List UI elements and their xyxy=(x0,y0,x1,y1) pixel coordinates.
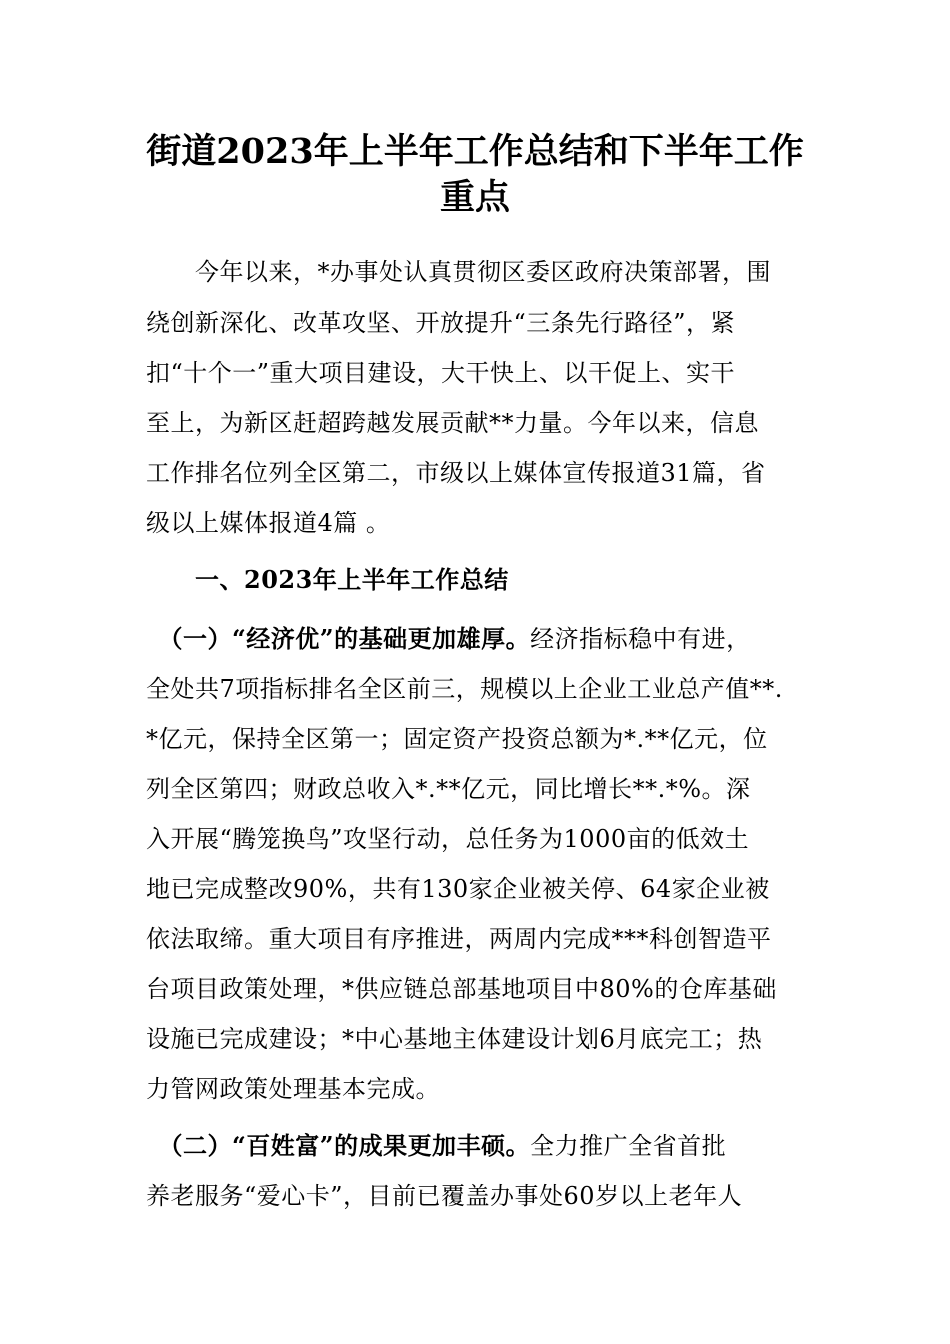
subsection-1-line: 入开展“腾笼换鸟”攻坚行动，总任务为1000亩的低效土 xyxy=(146,825,750,853)
subsection-2-text: 全力推广全省首批 xyxy=(530,1132,727,1160)
intro-paragraph-line: 今年以来，*办事处认真贯彻区委区政府决策部署，围 xyxy=(146,258,771,286)
subsection-1-text: 经济指标稳中有进， xyxy=(530,625,751,653)
intro-paragraph-line: 绕创新深化、改革攻坚、开放提升“三条先行路径”，紧 xyxy=(146,309,736,337)
document-title-line-1: 街道2023年上半年工作总结和下半年工作 xyxy=(146,131,804,172)
document-title-line-2: 重点 xyxy=(439,177,510,218)
subsection-2-heading: （二）“百姓富”的成果更加丰硕。 xyxy=(146,1131,531,1160)
subsection-1-line: 台项目政策处理，*供应链总部基地项目中80%的仓库基础 xyxy=(146,975,777,1003)
subsection-1-line: 力管网政策处理基本完成。 xyxy=(146,1075,440,1103)
subsection-1-heading: （一）“经济优”的基础更加雄厚。 xyxy=(146,624,531,653)
subsection-1-line: 地已完成整改90%，共有130家企业被关停、64家企业被 xyxy=(146,875,770,903)
section-heading-1: 一、2023年上半年工作总结 xyxy=(146,565,509,594)
subsection-1-line: 设施已完成建设；*中心基地主体建设计划6月底完工；热 xyxy=(146,1025,763,1053)
subsection-1-line: 依法取缔。重大项目有序推进，两周内完成***科创智造平 xyxy=(146,925,772,953)
subsection-2-first-line xyxy=(146,1131,726,1161)
subsection-2-line: 养老服务“爱心卡”，目前已覆盖办事处60岁以上老年人 xyxy=(146,1182,743,1210)
subsection-1-line: *亿元，保持全区第一；固定资产投资总额为*.**亿元，位 xyxy=(146,725,768,753)
intro-paragraph-line: 工作排名位列全区第二，市级以上媒体宣传报道31篇，省 xyxy=(146,459,766,487)
subsection-1-line: 列全区第四；财政总收入*.**亿元，同比增长**.*%。深 xyxy=(146,775,751,803)
intro-paragraph-line: 级以上媒体报道4篇 。 xyxy=(146,509,391,537)
intro-paragraph-line: 扣“十个一”重大项目建设，大干快上、以干促上、实干 xyxy=(146,359,736,387)
subsection-1-line: 全处共7项指标排名全区前三，规模以上企业工业总产值**. xyxy=(146,675,783,703)
subsection-1-first-line xyxy=(146,624,751,654)
intro-paragraph-line: 至上，为新区赶超跨越发展贡献**力量。今年以来，信息 xyxy=(146,409,759,437)
